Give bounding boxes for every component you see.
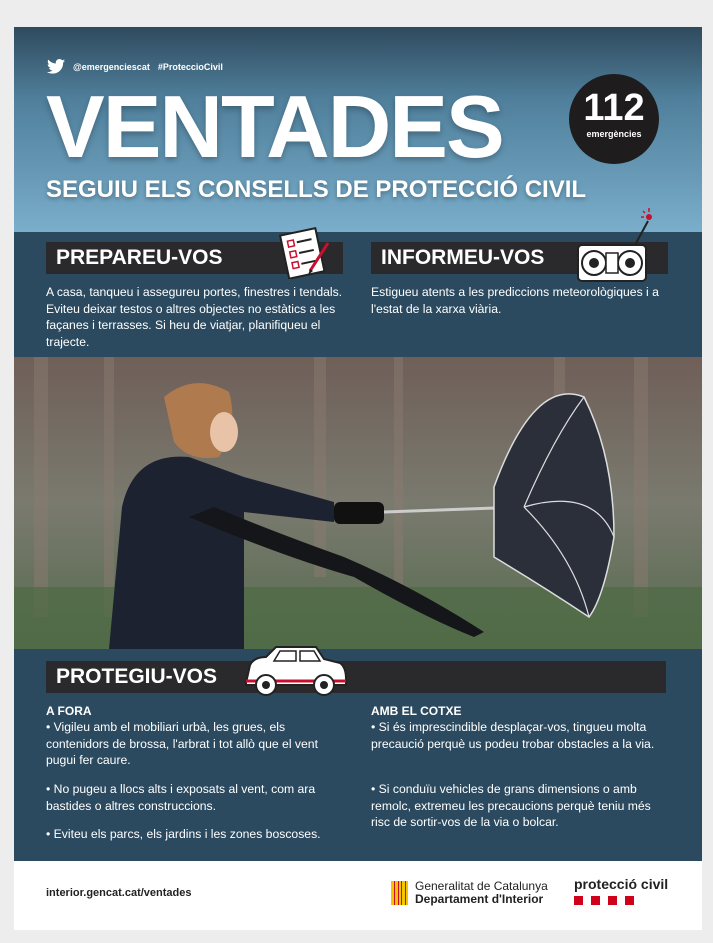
badge-number: 112 [583, 87, 645, 129]
footer [14, 861, 702, 930]
protect-heading: PROTEGIU-VOS [46, 661, 666, 693]
social-handle[interactable]: @emergenciescat [73, 61, 150, 72]
car-item: • Si és imprescindible desplaçar-vos, tingueu molta precaució perquè us podeu trobar obstacles a la via. [371, 720, 655, 751]
outside-item: • No pugeu a llocs alts i exposats al vent, com ara bastides o altres construccions. [46, 782, 316, 813]
emergency-badge [569, 74, 659, 164]
car-icon [240, 639, 352, 701]
page-subtitle: SEGUIU ELS CONSELLS DE PROTECCIÓ CIVIL [46, 176, 587, 203]
social-bar [47, 59, 223, 74]
twitter-icon[interactable] [47, 59, 65, 74]
prepare-heading: PREPAREU-VOS [46, 242, 343, 274]
prepare-text: A casa, tanqueu i assegureu portes, finestres i tendals. Eviteu deixar testos o altres objectes no estàtics a les façanes i terrasses. Si heu de viatjar, planifiqueu el trajecte. [46, 285, 343, 349]
outside-title: A FORA [46, 704, 92, 718]
inform-heading: INFORMEU-VOS [371, 242, 668, 274]
outside-item: • Eviteu els parcs, els jardins i les zones boscoses. [46, 827, 321, 841]
badge-label: emergències [586, 129, 642, 139]
page-title: VENTADES [46, 77, 503, 176]
generalitat-name: Generalitat de Catalunya [415, 879, 548, 893]
poster [14, 27, 702, 930]
radio-icon [574, 205, 652, 285]
outside-item: • Vigileu amb el mobiliari urbà, les grues, els contenidors de brossa, l'arbrat i tot allò que el vent pugui fer caure. [46, 720, 318, 767]
department-name: Departament d'Interior [415, 892, 544, 906]
catalan-flag-icon [391, 881, 408, 905]
header [14, 27, 702, 232]
proteccio-civil-logo [574, 876, 668, 905]
inform-text: Estigueu atents a les prediccions meteorològiques i a l'estat de la xarxa viària. [371, 285, 659, 316]
checklist-icon [276, 225, 332, 279]
social-hashtag[interactable]: #ProteccioCivil [157, 61, 223, 72]
red-squares-icon [574, 896, 668, 905]
wind-umbrella-photo [14, 357, 702, 649]
proteccio-civil-name: protecció civil [574, 876, 669, 892]
footer-url-link[interactable]: interior.gencat.cat/ventades [46, 887, 192, 899]
car-title: AMB EL COTXE [371, 704, 462, 718]
generalitat-logo [391, 880, 548, 906]
car-item: • Si conduïu vehicles de grans dimensions o amb remolc, extremeu les precaucions perquè teniu més risc de sortir-vos de la via o bolcar. [371, 782, 651, 829]
